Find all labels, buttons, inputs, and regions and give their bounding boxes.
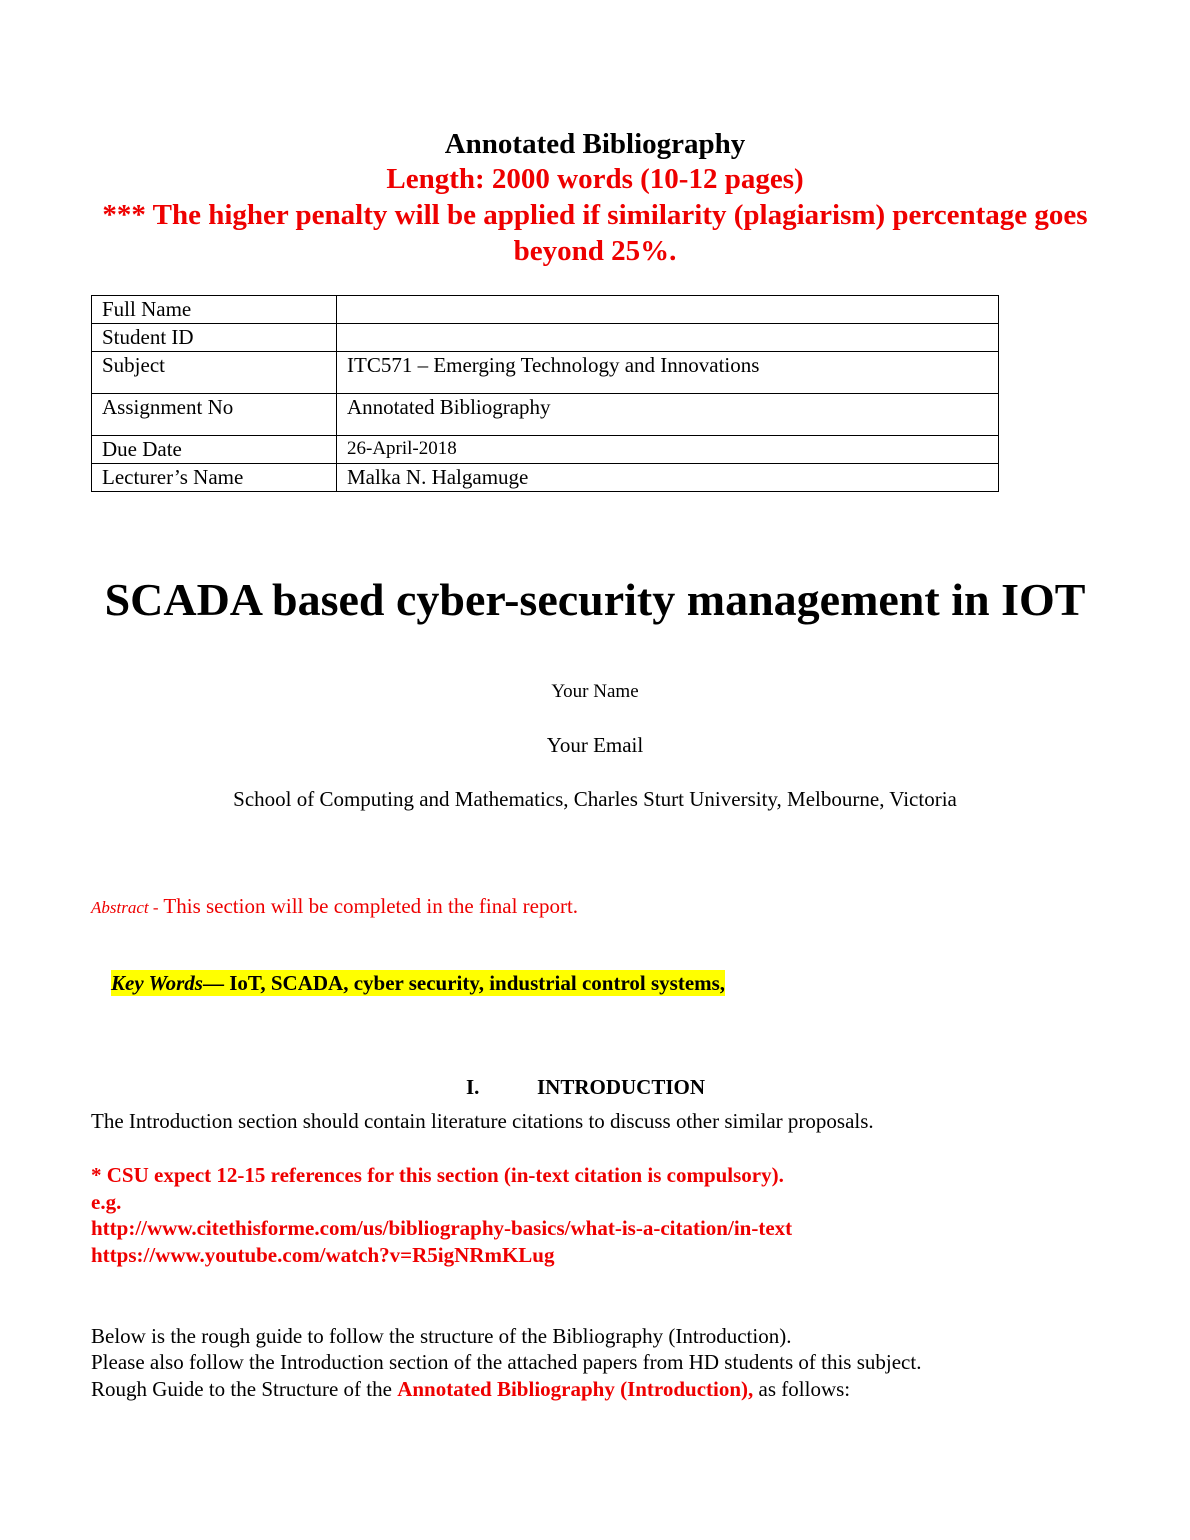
paper-title: SCADA based cyber-security management in IOT — [104, 574, 1086, 625]
keywords-text: — IoT, SCADA, cyber security, industrial control systems, — [202, 971, 726, 995]
subject-label: Subject — [92, 352, 337, 394]
table-row — [92, 352, 999, 394]
student-id-label: Student ID — [92, 324, 337, 352]
guide-line-1: Below is the rough guide to follow the structure of the Bibliography (Introduction). — [91, 1324, 792, 1348]
author-affiliation: School of Computing and Mathematics, Charles Sturt University, Melbourne, Victoria — [233, 787, 957, 811]
table-row — [92, 296, 999, 324]
table-row — [92, 436, 999, 464]
csu-reference-note: * CSU expect 12-15 references for this section (in-text citation is compulsory). — [91, 1163, 784, 1187]
full-name-label: Full Name — [92, 296, 337, 324]
table-row — [92, 394, 999, 436]
citation-link[interactable]: http://www.citethisforme.com/us/bibliography-basics/what-is-a-citation/in-text — [91, 1216, 793, 1240]
keywords-label: Key Words — [111, 971, 203, 995]
full-name-value — [337, 296, 999, 324]
table-row — [92, 324, 999, 352]
lecturer-name-value: Malka N. Halgamuge — [337, 464, 999, 492]
guide-line-3-suffix: as follows: — [753, 1377, 851, 1401]
author-name: Your Name — [551, 681, 639, 702]
assignment-no-label: Assignment No — [92, 394, 337, 436]
abstract-label: Abstract - — [91, 898, 159, 917]
section-number: I. — [466, 1075, 480, 1099]
plagiarism-warning: *** The higher penalty will be applied if similarity (plagiarism) percentage goes beyond 25%. — [102, 199, 1088, 267]
guide-line-2: Please also follow the Introduction section of the attached papers from HD students of this subject. — [91, 1350, 922, 1374]
length-requirement: Length: 2000 words (10-12 pages) — [386, 163, 804, 195]
due-date-label: Due Date — [92, 436, 337, 464]
lecturer-name-label: Lecturer’s Name — [92, 464, 337, 492]
document-heading: Annotated Bibliography — [444, 128, 746, 160]
guide-line-3-highlight: Annotated Bibliography (Introduction), — [397, 1377, 754, 1401]
keywords — [111, 970, 725, 996]
assignment-no-value: Annotated Bibliography — [337, 394, 999, 436]
guide-line-3 — [91, 1376, 850, 1402]
student-id-value — [337, 324, 999, 352]
subject-value: ITC571 – Emerging Technology and Innovations — [337, 352, 999, 394]
author-email: Your Email — [546, 733, 644, 757]
table-row — [92, 464, 999, 492]
youtube-link[interactable]: https://www.youtube.com/watch?v=R5igNRmKLug — [91, 1243, 555, 1267]
due-date-value: 26-April-2018 — [337, 436, 999, 464]
guide-line-3-prefix: Rough Guide to the Structure of the — [91, 1377, 398, 1401]
intro-paragraph: The Introduction section should contain literature citations to discuss other similar proposals. — [91, 1109, 874, 1133]
abstract — [91, 892, 578, 922]
section-heading: INTRODUCTION — [537, 1075, 706, 1099]
abstract-text: This section will be completed in the final report. — [163, 894, 579, 918]
example-label: e.g. — [91, 1190, 122, 1214]
assignment-info-table — [91, 295, 999, 492]
